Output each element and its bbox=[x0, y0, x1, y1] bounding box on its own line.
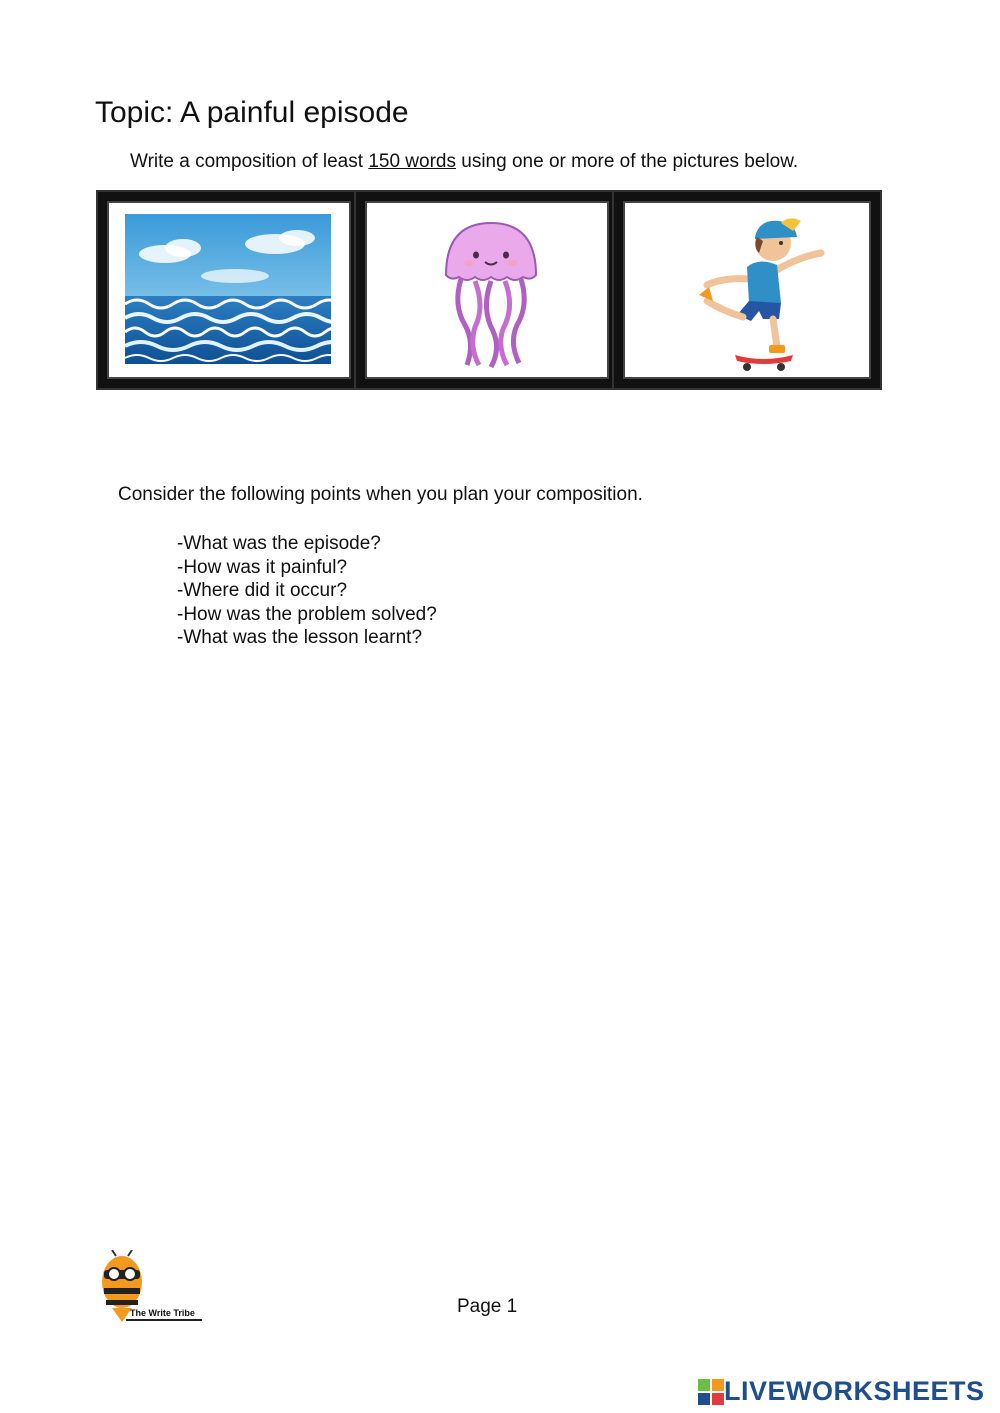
page-title: Topic: A painful episode bbox=[95, 96, 409, 129]
boy-skateboarding-picture bbox=[663, 207, 843, 377]
picture-frame-skateboarder bbox=[614, 192, 880, 388]
picture-frames bbox=[98, 192, 880, 388]
instruction-before: Write a composition of least bbox=[130, 151, 369, 172]
brand-name: The Write Tribe bbox=[130, 1308, 195, 1318]
point-item: -What was the episode? bbox=[177, 533, 381, 554]
instruction-text bbox=[130, 151, 798, 173]
write-tribe-logo bbox=[98, 1250, 208, 1331]
point-item: -How was the problem solved? bbox=[177, 603, 437, 625]
point-item: -How was it painful? bbox=[177, 556, 348, 578]
point-item: -What was the lesson learnt? bbox=[177, 627, 423, 648]
liveworksheets-watermark bbox=[698, 1376, 985, 1407]
picture-frame-sea bbox=[98, 192, 360, 388]
liveworksheets-brand: LIVEWORKSHEETS bbox=[724, 1376, 985, 1406]
page-number: Page 1 bbox=[457, 1296, 518, 1317]
picture-frame-jellyfish bbox=[356, 192, 618, 388]
jellyfish-picture bbox=[431, 215, 551, 375]
consider-text: Consider the following points when you plan your composition. bbox=[118, 484, 643, 505]
point-item: -Where did it occur? bbox=[177, 580, 348, 601]
word-count-requirement: 150 words bbox=[368, 151, 456, 172]
planning-points bbox=[177, 532, 437, 650]
liveworksheets-logo-icon bbox=[698, 1379, 724, 1405]
sea-waves-picture bbox=[125, 214, 331, 364]
instruction-after: using one or more of the pictures below. bbox=[455, 151, 799, 172]
